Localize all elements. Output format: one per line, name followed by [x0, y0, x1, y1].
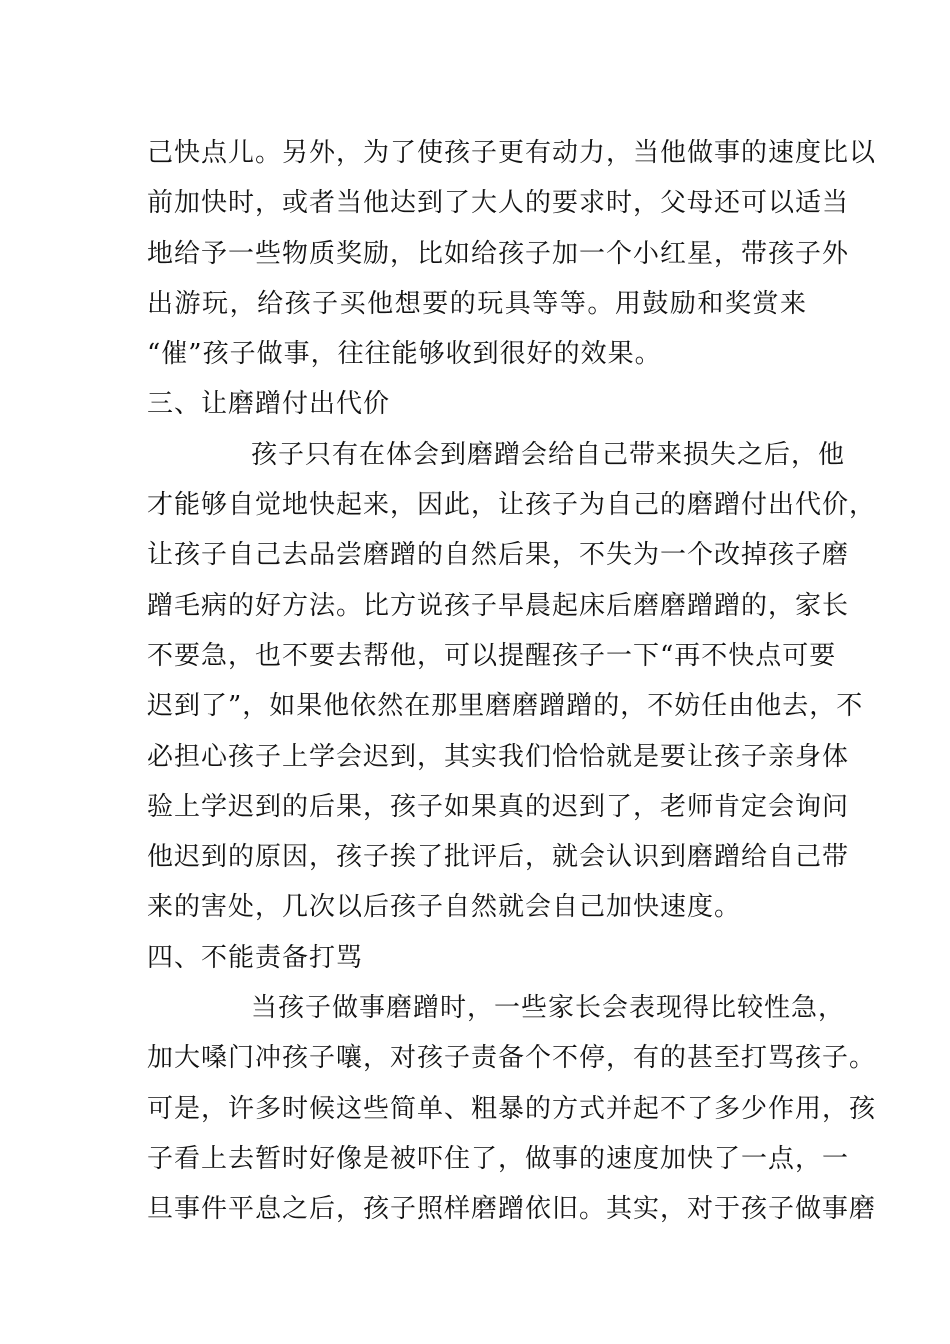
text-line: 己快点儿。另外，为了使孩子更有动力，当他做事的速度比以 [147, 138, 877, 168]
text-line: 前加快时，或者当他达到了大人的要求时，父母还可以适当 [147, 188, 850, 219]
text-line: 子看上去暂时好像是被吓住了，做事的速度加快了一点，一 [147, 1143, 850, 1174]
text-line: 必担心孩子上学会迟到，其实我们恰恰就是要让孩子亲身体 [147, 741, 850, 772]
text-line: 孩子只有在体会到磨蹭会给自己带来损失之后，他 [251, 439, 846, 470]
text-line: 让孩子自己去品尝磨蹭的自然后果，不失为一个改掉孩子磨 [147, 540, 850, 571]
text-line: 蹭毛病的好方法。比方说孩子早晨起床后磨磨蹭蹭的，家长 [147, 590, 850, 621]
text-line: 验上学迟到的后果，孩子如果真的迟到了，老师肯定会询问 [147, 791, 850, 822]
text-line: 加大嗓门冲孩子嚷，对孩子责备个不停，有的甚至打骂孩子。 [147, 1043, 877, 1074]
section-heading: 三、让磨蹭付出代价 [147, 389, 391, 420]
text-line: 迟到了”，如果他依然在那里磨磨蹭蹭的，不妨任由他去，不 [147, 691, 864, 722]
text-line: 可是，许多时候这些简单、粗暴的方式并起不了多少作用，孩 [147, 1093, 877, 1124]
text-line: “催”孩子做事，往往能够收到很好的效果。 [147, 339, 662, 370]
text-line: 旦事件平息之后，孩子照样磨蹭依旧。其实，对于孩子做事磨 [147, 1194, 877, 1225]
text-line: 不要急，也不要去帮他，可以提醒孩子一下“再不快点可要 [147, 640, 837, 671]
text-line: 来的害处，几次以后孩子自然就会自己加快速度。 [147, 892, 742, 923]
text-line: 出游玩，给孩子买他想要的玩具等等。用鼓励和奖赏来 [147, 288, 807, 319]
section-heading: 四、不能责备打骂 [147, 942, 364, 973]
document-body [147, 128, 877, 1235]
text-line: 当孩子做事磨蹭时，一些家长会表现得比较性急， [251, 993, 846, 1024]
text-line: 地给予一些物质奖励，比如给孩子加一个小红星，带孩子外 [147, 238, 850, 269]
text-line: 他迟到的原因，孩子挨了批评后，就会认识到磨蹭给自己带 [147, 842, 850, 873]
text-line: 才能够自觉地快起来，因此，让孩子为自己的磨蹭付出代价， [147, 490, 877, 521]
